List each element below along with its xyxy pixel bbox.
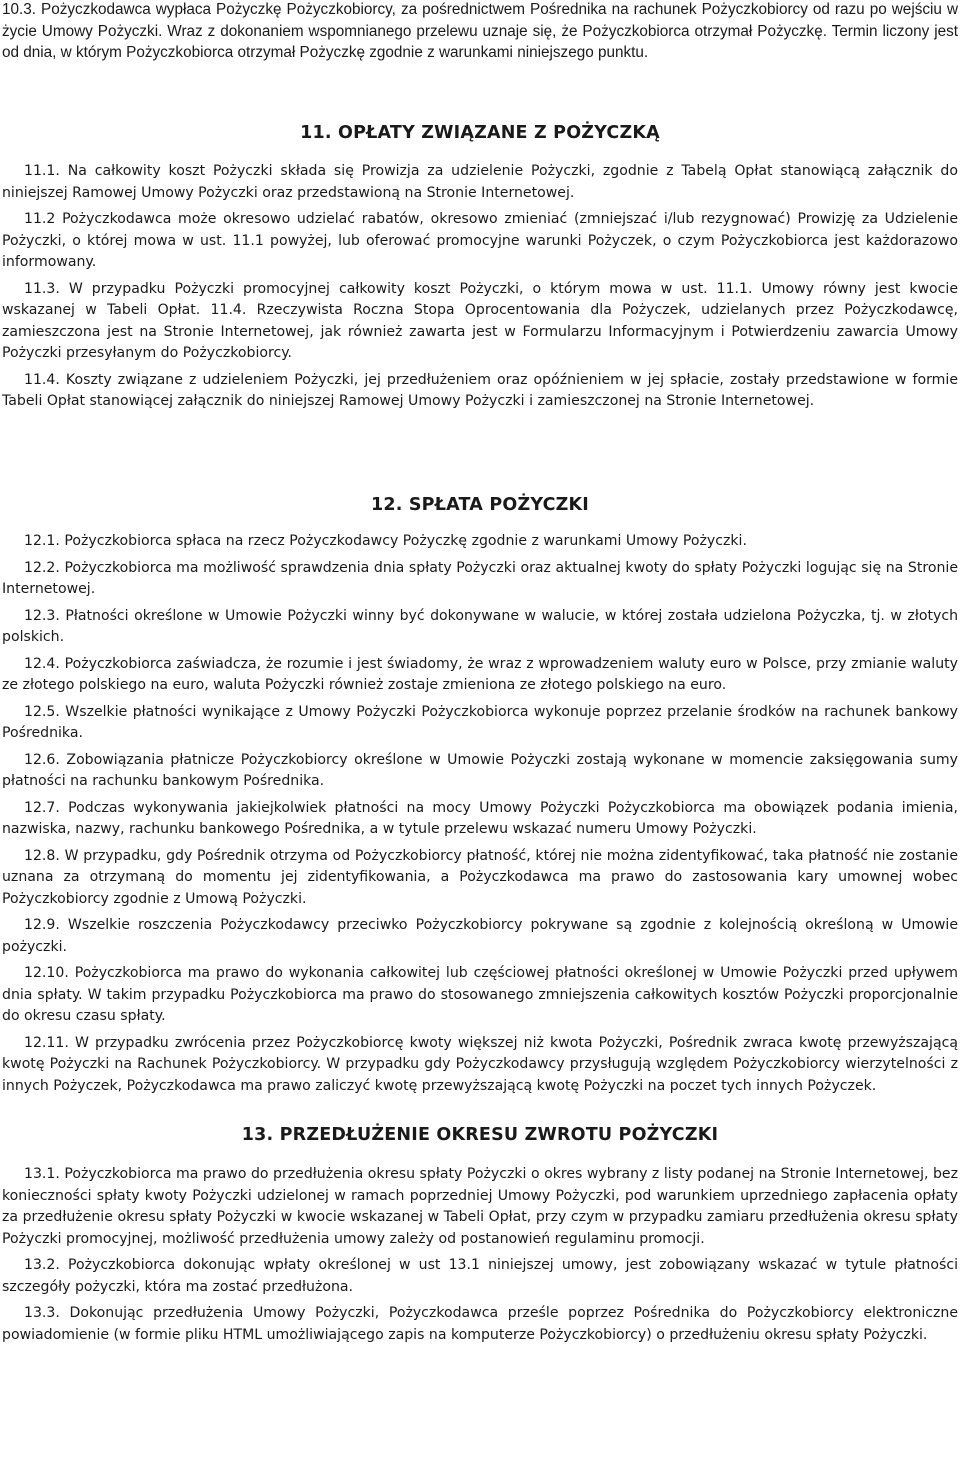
clause-12-8: 12.8. W przypadku, gdy Pośrednik otrzyma od Pożyczkobiorcy płatność, której nie można zidentyfikować, taka płatność nie zostanie uznana za otrzymaną do momentu jej zidentyfikowania, a Pożyczkodawca ma prawo do zastosowania kary umownej wobec Pożyczkobiorcy zgodnie z Umową Pożyczki. (2, 847, 958, 907)
section-12-body (2, 531, 958, 1097)
section-11-body (2, 161, 958, 413)
clause-12-6: 12.6. Zobowiązania płatnicze Pożyczkobiorcy określone w Umowie Pożyczki zostają wykonane w momencie zaksięgowania sumy płatności na rachunku bankowym Pośrednika. (2, 751, 958, 789)
section-13-title: 13. PRZEDŁUŻENIE OKRESU ZWROTU POŻYCZKI (241, 1125, 719, 1145)
paragraph-text: 10.3. Pożyczkodawca wypłaca Pożyczkę Pożyczkobiorcy, za pośrednictwem Pośrednika na rachunek Pożyczkobiorcy od razu po wejściu w życie Umowy Pożyczki. Wraz z dokonaniem wspomnianego przelewu uznaje się, że Pożyczkobiorca otrzymał Pożyczkę. Termin liczony jest od dnia, w którym Pożyczkobiorca otrzymał Pożyczkę zgodnie z warunkami niniejszego punktu. (2, 1, 958, 61)
clause-11-1: 11.1. Na całkowity koszt Pożyczki składa się Prowizja za udzielenie Pożyczki, zgodnie z Tabelą Opłat stanowiącą załącznik do niniejszej Ramowej Umowy Pożyczki oraz przedstawioną na Stronie Internetowej. (2, 163, 958, 201)
clause-13-2: 13.2. Pożyczkobiorca dokonując wpłaty określonej w ust 13.1 niniejszej umowy, jest zobowiązany wskazać w tytule płatności szczegóły pożyczki, która ma zostać przedłużona. (2, 1257, 958, 1295)
clause-12-3: 12.3. Płatności określone w Umowie Pożyczki winny być dokonywane w walucie, w której została udzielona Pożyczka, tj. w złotych polskich. (2, 607, 958, 645)
clause-11-3: 11.3. W przypadku Pożyczki promocyjnej całkowity koszt Pożyczki, o którym mowa w ust. 11.1. Umowy równy jest kwocie wskazanej w Tabeli Opłat. 11.4. Rzeczywista Roczna Stopa Oprocentowania dla Pożyczek, udzielanych przez Pożyczkodawcę, zamieszczona jest na Stronie Internetowej, jak również zawarta jest w Formularzu Informacyjnym i Potwierdzeniu zawarcia Umowy Pożyczki przesyłanym do Pożyczkobiorcy. (2, 280, 958, 361)
section-12-title: 12. SPŁATA POŻYCZKI (370, 495, 589, 515)
paragraph-10-3 (2, 0, 958, 64)
clause-12-10: 12.10. Pożyczkobiorca ma prawo do wykonania całkowitej lub częściowej płatności określonej w Umowie Pożyczki przed upływem dnia spłaty. W takim przypadku Pożyczkobiorca ma prawo do stosowanego zmniejszenia całkowitych kosztów Pożyczki proporcjonalnie do okresu czasu spłaty. (2, 965, 958, 1024)
clause-12-11: 12.11. W przypadku zwrócenia przez Pożyczkobiorcę kwoty większej niż kwota Pożyczki, Pośrednik zwraca kwotę przewyższającą kwotę Pożyczki na Rachunek Pożyczkobiorcy. W przypadku gdy Pożyczkodawcy przysługują względem Pożyczkobiorcy wierzytelności z innych Pożyczek, Pożyczkodawca ma prawo zaliczyć kwotę przewyższającą kwotę Pożyczki na poczet tych innych Pożyczek. (2, 1034, 958, 1094)
clause-11-2: 11.2 Pożyczkodawca może okresowo udzielać rabatów, okresowo zmieniać (zmniejszać i/lub rezygnować) Prowizję za Udzielenie Pożyczki, o której mowa w ust. 11.1 powyżej, lub oferować promocyjne warunki Pożyczek, o czym Pożyczkobiorca jest każdorazowo informowany. (2, 211, 958, 270)
section-11-title: 11. OPŁATY ZWIĄZANE Z POŻYCZKĄ (300, 123, 660, 143)
clause-12-2: 12.2. Pożyczkobiorca ma możliwość sprawdzenia dnia spłaty Pożyczki oraz aktualnej kwoty do spłaty Pożyczki logując się na Stronie Internetowej. (2, 559, 958, 597)
clause-12-9: 12.9. Wszelkie roszczenia Pożyczkodawcy przeciwko Pożyczkobiorcy pokrywane są zgodnie z kolejnością określoną w Umowie pożyczki. (2, 917, 958, 955)
clause-12-5: 12.5. Wszelkie płatności wynikające z Umowy Pożyczki Pożyczkobiorca wykonuje poprzez przelanie środków na rachunek bankowy Pośrednika. (2, 703, 958, 741)
clause-13-1: 13.1. Pożyczkobiorca ma prawo do przedłużenia okresu spłaty Pożyczki o okres wybrany z listy podanej na Stronie Internetowej, bez konieczności spłaty kwoty Pożyczki udzielonej w ramach poprzedniej Umowy Pożyczki, pod warunkiem uprzedniego zapłacenia opłaty za przedłużenie okresu spłaty Pożyczki w kwocie wskazanej w Tabeli Opłat, przy czym w przypadku zamiaru przedłużenia okresu spłaty Pożyczki promocyjnej, możliwość przedłużenia umowy zależy od postanowień regulaminu promocji. (2, 1166, 958, 1247)
clause-12-4: 12.4. Pożyczkobiorca zaświadcza, że rozumie i jest świadomy, że wraz z wprowadzeniem waluty euro w Polsce, przy zmianie waluty ze złotego polskiego na euro, waluta Pożyczki również zostaje zmieniona ze złotego polskiego na euro. (2, 655, 958, 693)
clause-12-1: 12.1. Pożyczkobiorca spłaca na rzecz Pożyczkodawcy Pożyczkę zgodnie z warunkami Umowy Pożyczki. (24, 533, 747, 549)
clause-11-4: 11.4. Koszty związane z udzieleniem Pożyczki, jej przedłużeniem oraz opóźnieniem w jej spłacie, zostały przedstawione w formie Tabeli Opłat stanowiącej załącznik do niniejszej Ramowej Umowy Pożyczki i zamieszczonej na Stronie Internetowej. (2, 371, 958, 409)
clause-13-3: 13.3. Dokonując przedłużenia Umowy Pożyczki, Pożyczkodawca prześle poprzez Pośrednika do Pożyczkobiorcy elektroniczne powiadomienie (w formie pliku HTML umożliwiającego zapis na komputerze Pożyczkobiorcy) o przedłużeniu okresu spłaty Pożyczki. (2, 1305, 958, 1343)
clause-12-7: 12.7. Podczas wykonywania jakiejkolwiek płatności na mocy Umowy Pożyczki Pożyczkobiorca ma obowiązek podania imienia, nazwiska, nazwy, rachunku bankowego Pośrednika, a w tytule przelewu wskazać numeru Umowy Pożyczki. (2, 799, 958, 837)
section-13-body (2, 1164, 958, 1346)
